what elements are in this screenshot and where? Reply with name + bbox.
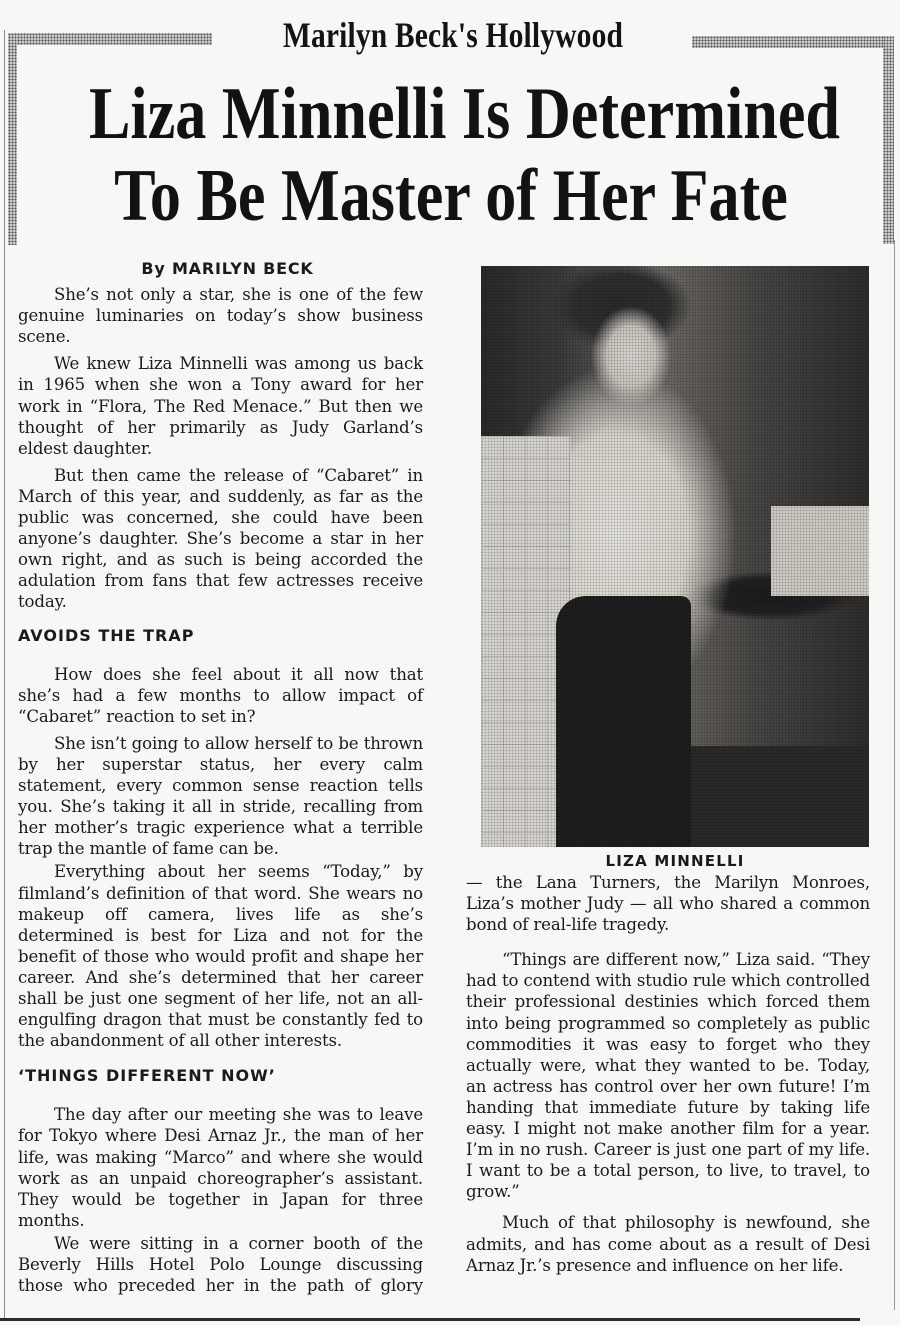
photo-dark-skirt <box>556 596 691 847</box>
page-edge-rule-left <box>4 30 5 1320</box>
paragraph: We were sitting in a corner booth of the Beverly Hills Hotel Polo Lounge discussing those who preceded her in the path of glory <box>18 1233 423 1296</box>
photo-background-tiles <box>481 436 571 847</box>
byline: By MARILYN BECK <box>141 259 314 278</box>
headline-frame-top-right <box>692 36 894 48</box>
paragraph: Much of that philosophy is newfound, she admits, and has come about as a result of Desi Arnaz Jr.’s presence and influence on her life. <box>466 1213 870 1275</box>
paragraph: — the Lana Turners, the Marilyn Monroes, Liza’s mother Judy — all who shared a common bond of real-life tragedy. <box>466 873 870 935</box>
paragraph: She isn’t going to allow herself to be thrown by her superstar status, her every calm statement, every common sense reaction tells you. She’s taking it all in stride, recalling from her mother’s tragic experience what a terrible trap the mantle of fame can be. <box>18 733 423 859</box>
article-column-left <box>18 256 423 1302</box>
photo-kitchen-counter <box>691 746 869 847</box>
headline-line-2: To Be Master of Her Fate <box>114 155 788 237</box>
column-header: Marilyn Beck's Hollywood <box>282 15 624 55</box>
paragraph: She’s not only a star, she is one of the few genuine luminaries on today’s show business scene. <box>18 285 423 347</box>
article-column-right <box>466 872 870 1282</box>
page-edge-rule-right <box>894 240 895 1310</box>
paragraph: How does she feel about it all now that she’s had a few months to allow impact of “Cabaret” reaction to set in? <box>18 664 423 726</box>
paragraph: But then came the release of “Cabaret” in March of this year, and suddenly, as far as the public was concerned, she could have been anyone’s daughter. She’s become a star in her own right, and as such is being accorded the adulation from fans that few actresses receive today. <box>18 465 423 612</box>
headline-frame-left <box>8 33 17 245</box>
headline-frame-right <box>883 36 894 244</box>
paragraph: Everything about her seems “Today,” by filmland’s definition of that word. She wears no makeup off camera, lives life as she’s determined is best for Liza and not for the benefit of those who would profit and shape her career. And she’s determined that her career shall be just one segment of her life, not an all-engulfing dragon that must be constantly fed to the abandonment of all other interests. <box>18 862 423 1051</box>
photo-caption: LIZA MINNELLI <box>605 852 745 870</box>
subhead-avoids-the-trap: AVOIDS THE TRAP <box>18 625 195 645</box>
paragraph: We knew Liza Minnelli was among us back in 1965 when she won a Tony award for her work in “Flora, The Red Menace.” But then we thought of her primarily as Judy Garland’s eldest daughter. <box>18 354 423 458</box>
headline-line-1: Liza Minnelli Is Determined <box>88 73 840 155</box>
paragraph: The day after our meeting she was to leave for Tokyo where Desi Arnaz Jr., the man of her life, was making “Marco” and where she would work as an unpaid choreographer’s assistant. They would be together in Japan for three months. <box>18 1105 423 1230</box>
subhead-things-different-now: ‘THINGS DIFFERENT NOW’ <box>18 1066 276 1086</box>
paragraph: “Things are different now,” Liza said. “They had to contend with studio rule which controlled their professional destinies which forced them into being programmed so completely as public commodities it was easy to forget who they actually were, what they wanted to be. Today, an actress has control over her own future! I’m handing that immediate future by taking life easy. I might not make another film for a year. I’m in no rush. Career is just one part of my life. I want to be a total person, to live, to travel, to grow.” <box>466 950 870 1202</box>
bottom-rule <box>0 1318 860 1321</box>
photo-liza-minnelli <box>481 266 869 847</box>
headline-frame-top-left <box>8 33 212 45</box>
photo-background-window <box>771 506 869 596</box>
